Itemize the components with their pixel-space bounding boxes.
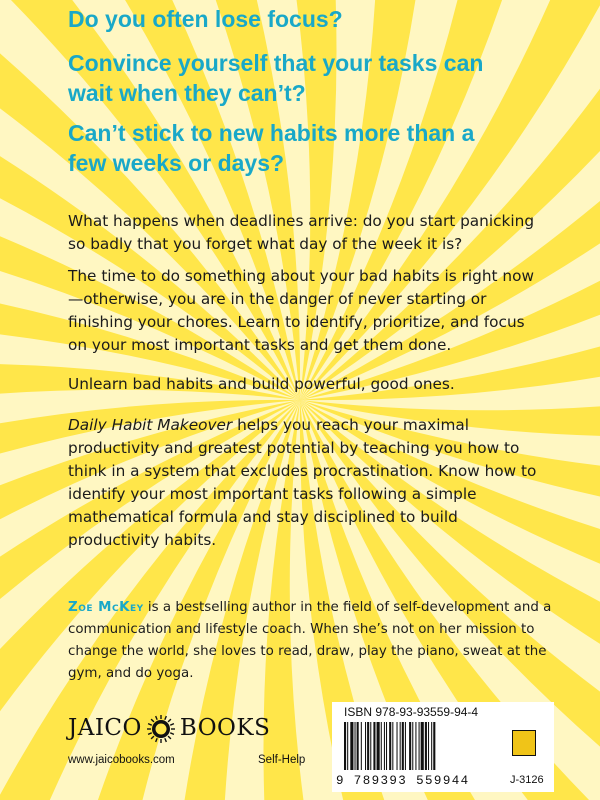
paragraph-bad-habits: The time to do something about your bad habits is right now—otherwise, you are in the danger of never starting or finishing your chores. Learn to identify, prioritize, and focus on your most important tasks and get them done. [68,267,534,354]
book-title: Daily Habit Makeover [68,416,233,434]
publisher-badge-icon [512,730,536,756]
barcode [344,722,484,770]
paragraph-book-description [68,414,548,552]
category-label: Self-Help [258,754,306,766]
paragraph-unlearn: Unlearn bad habits and build powerful, good ones. [68,375,455,393]
book-description-text: helps you reach your maximal productivity and greatest potential by teaching you how to think in a system that excludes procrastination. Know how to identify your most important tasks following a simple mathematical formula and stay disciplined to build productivity habits. [68,416,537,549]
question-heading-1: Do you often lose focus? [68,6,343,32]
publisher-name-right: BOOKS [179,715,271,741]
question-heading-2: Convince yourself that your tasks can wait when they can’t? [68,50,484,106]
author-name: Zoe McKey [68,600,144,615]
isbn-label: ISBN 978-93-93559-94-4 [344,705,479,719]
author-bio [68,597,568,685]
barcode-digits: 9 789393 559944 [336,774,470,788]
publisher-website: www.jaicobooks.com [68,754,175,766]
publisher-code: J-3126 [510,774,544,786]
author-bio-text: is a bestselling author in the field of self-development and a communication and lifestyle coach. When she’s not on her mission to change the world, she loves to read, draw, play the piano, sweat at the gym, and do yoga. [68,600,552,681]
publisher-logo [68,714,270,744]
sun-icon [146,714,176,744]
paragraph-deadlines: What happens when deadlines arrive: do you start panicking so badly that you forget what day of the week it is? [68,212,535,253]
publisher-name-left: JAICO [68,715,142,741]
question-heading-3: Can’t stick to new habits more than a few weeks or days? [68,120,475,176]
